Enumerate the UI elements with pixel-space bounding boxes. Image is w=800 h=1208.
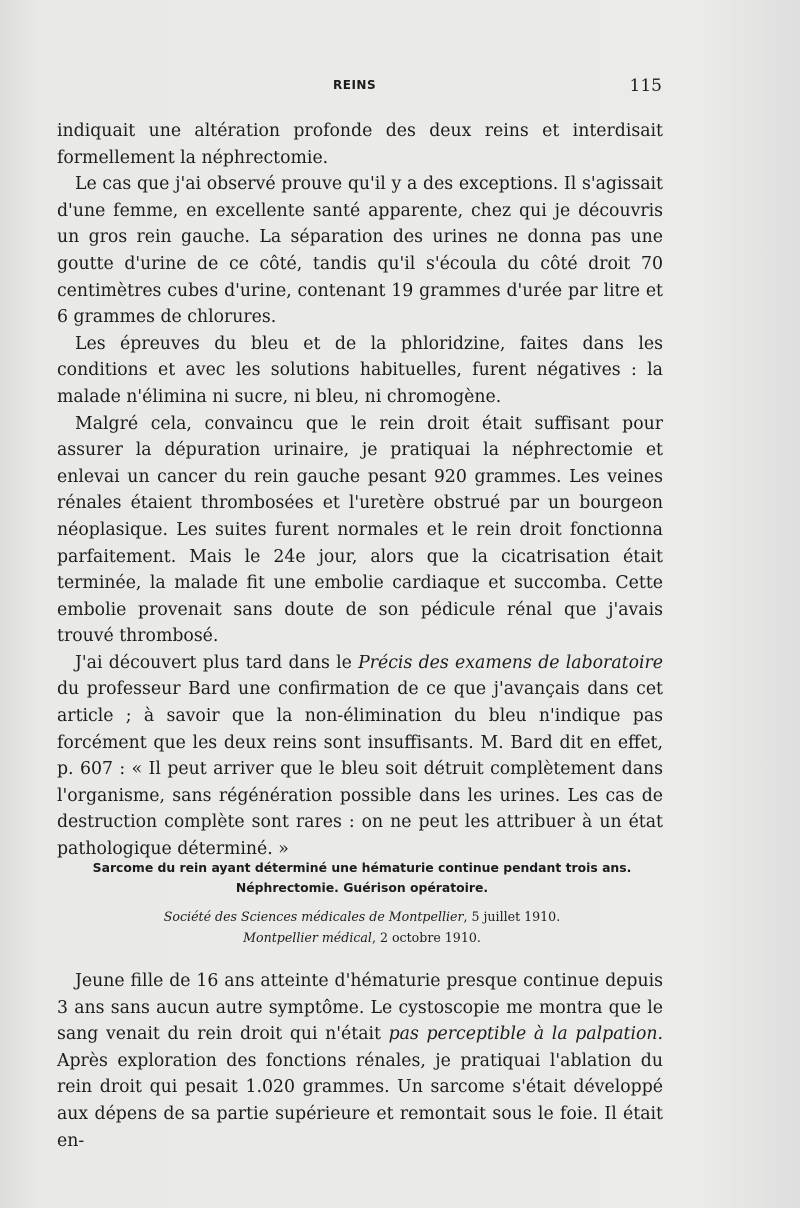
section-heading-line-2: Néphrectomie. Guérison opératoire. xyxy=(235,880,489,895)
paragraph-4: Malgré cela, convaincu que le rein droit était suffisant pour assurer la dépuration urinaire, je pratiquai la néphrectomie et enlevai un cancer du rein gauche pesant 920 grammes. Les veines rénales étaient thrombosées et l'uretère obstrué par un bourgeon néoplasique. Les suites furent normales et le rein droit fonctionna parfaitement. Mais le 24e jour, alors que la cicatrisation était terminée, la malade fit une embolie cardiaque et succomba. Cette embolie provenait sans doute de son pédicule rénal que j'avais trouvé thrombosé. xyxy=(57,413,663,647)
citation-line-1 xyxy=(57,906,667,927)
book-title-reference: Précis des examens de laboratoire xyxy=(358,652,663,673)
section-heading-line-1: Sarcome du rein ayant déterminé une hématurie continue pendant trois ans. xyxy=(92,860,632,875)
page-number: 115 xyxy=(629,76,662,96)
citation-line-2 xyxy=(57,927,667,948)
case-text xyxy=(57,968,663,1154)
running-title: REINS xyxy=(333,78,377,92)
citation-2-source: Montpellier médical xyxy=(243,930,372,945)
paragraph-2: Le cas que j'ai observé prouve qu'il y a des exceptions. Il s'agissait d'une femme, en excellente santé apparente, chez qui je découvris un gros rein gauche. La séparation des urines ne donna pas une goutte d'urine de ce côté, tandis qu'il s'écoula du côté droit 70 centimètres cubes d'urine, contenant 19 grammes d'urée par litre et 6 grammes de chlorures. xyxy=(57,174,663,328)
paragraph-6 xyxy=(57,968,663,1154)
citation-block xyxy=(57,906,667,948)
paragraph-6-start: Jeune fille de 16 ans atteinte d'hématurie presque continue depuis 3 ans sans aucun autre symptôme. Le cystoscopie me montra que le sang venait du rein droit qui n'était xyxy=(57,971,663,1045)
paragraph-1: indiquait une altération profonde des deux reins et interdisait formellement la néphrectomie. xyxy=(57,121,663,168)
paragraph-3: Les épreuves du bleu et de la phloridzine, faites dans les conditions et avec les solutions habituelles, furent négatives : la malade n'élimina ni sucre, ni bleu, ni chromogène. xyxy=(57,333,663,407)
main-text xyxy=(57,118,663,863)
running-header xyxy=(0,78,800,102)
citation-1-date: , 5 juillet 1910. xyxy=(463,909,561,924)
citation-1-source: Société des Sciences médicales de Montpellier xyxy=(163,909,464,924)
paragraph-5-start: J'ai découvert plus tard dans le xyxy=(75,652,359,673)
citation-2-date: , 2 octobre 1910. xyxy=(371,930,481,945)
paragraph-5 xyxy=(57,650,663,863)
section-heading-block xyxy=(57,858,667,948)
paragraph-5-end: du professeur Bard une confirmation de ce que j'avançais dans cet article ; à savoir que la non-élimination du bleu n'indique pas forcément que les deux reins sont insuffisants. M. Bard dit en effet, p. 607 : « Il peut arriver que le bleu soit détruit complètement dans l'organisme, sans régénération possible dans les urines. Les cas de destruction complète sont rares : on ne peut les attribuer à un état pathologique déterminé. » xyxy=(57,679,663,860)
paragraph-6-end: Après exploration des fonctions rénales, je pratiquai l'ablation du rein droit qui pesait 1.020 grammes. Un sarcome s'était développé aux dépens de sa partie supérieure et remontait sous le foie. Il était en- xyxy=(57,1050,663,1151)
palpation-phrase: pas perceptible à la palpation. xyxy=(388,1024,663,1045)
